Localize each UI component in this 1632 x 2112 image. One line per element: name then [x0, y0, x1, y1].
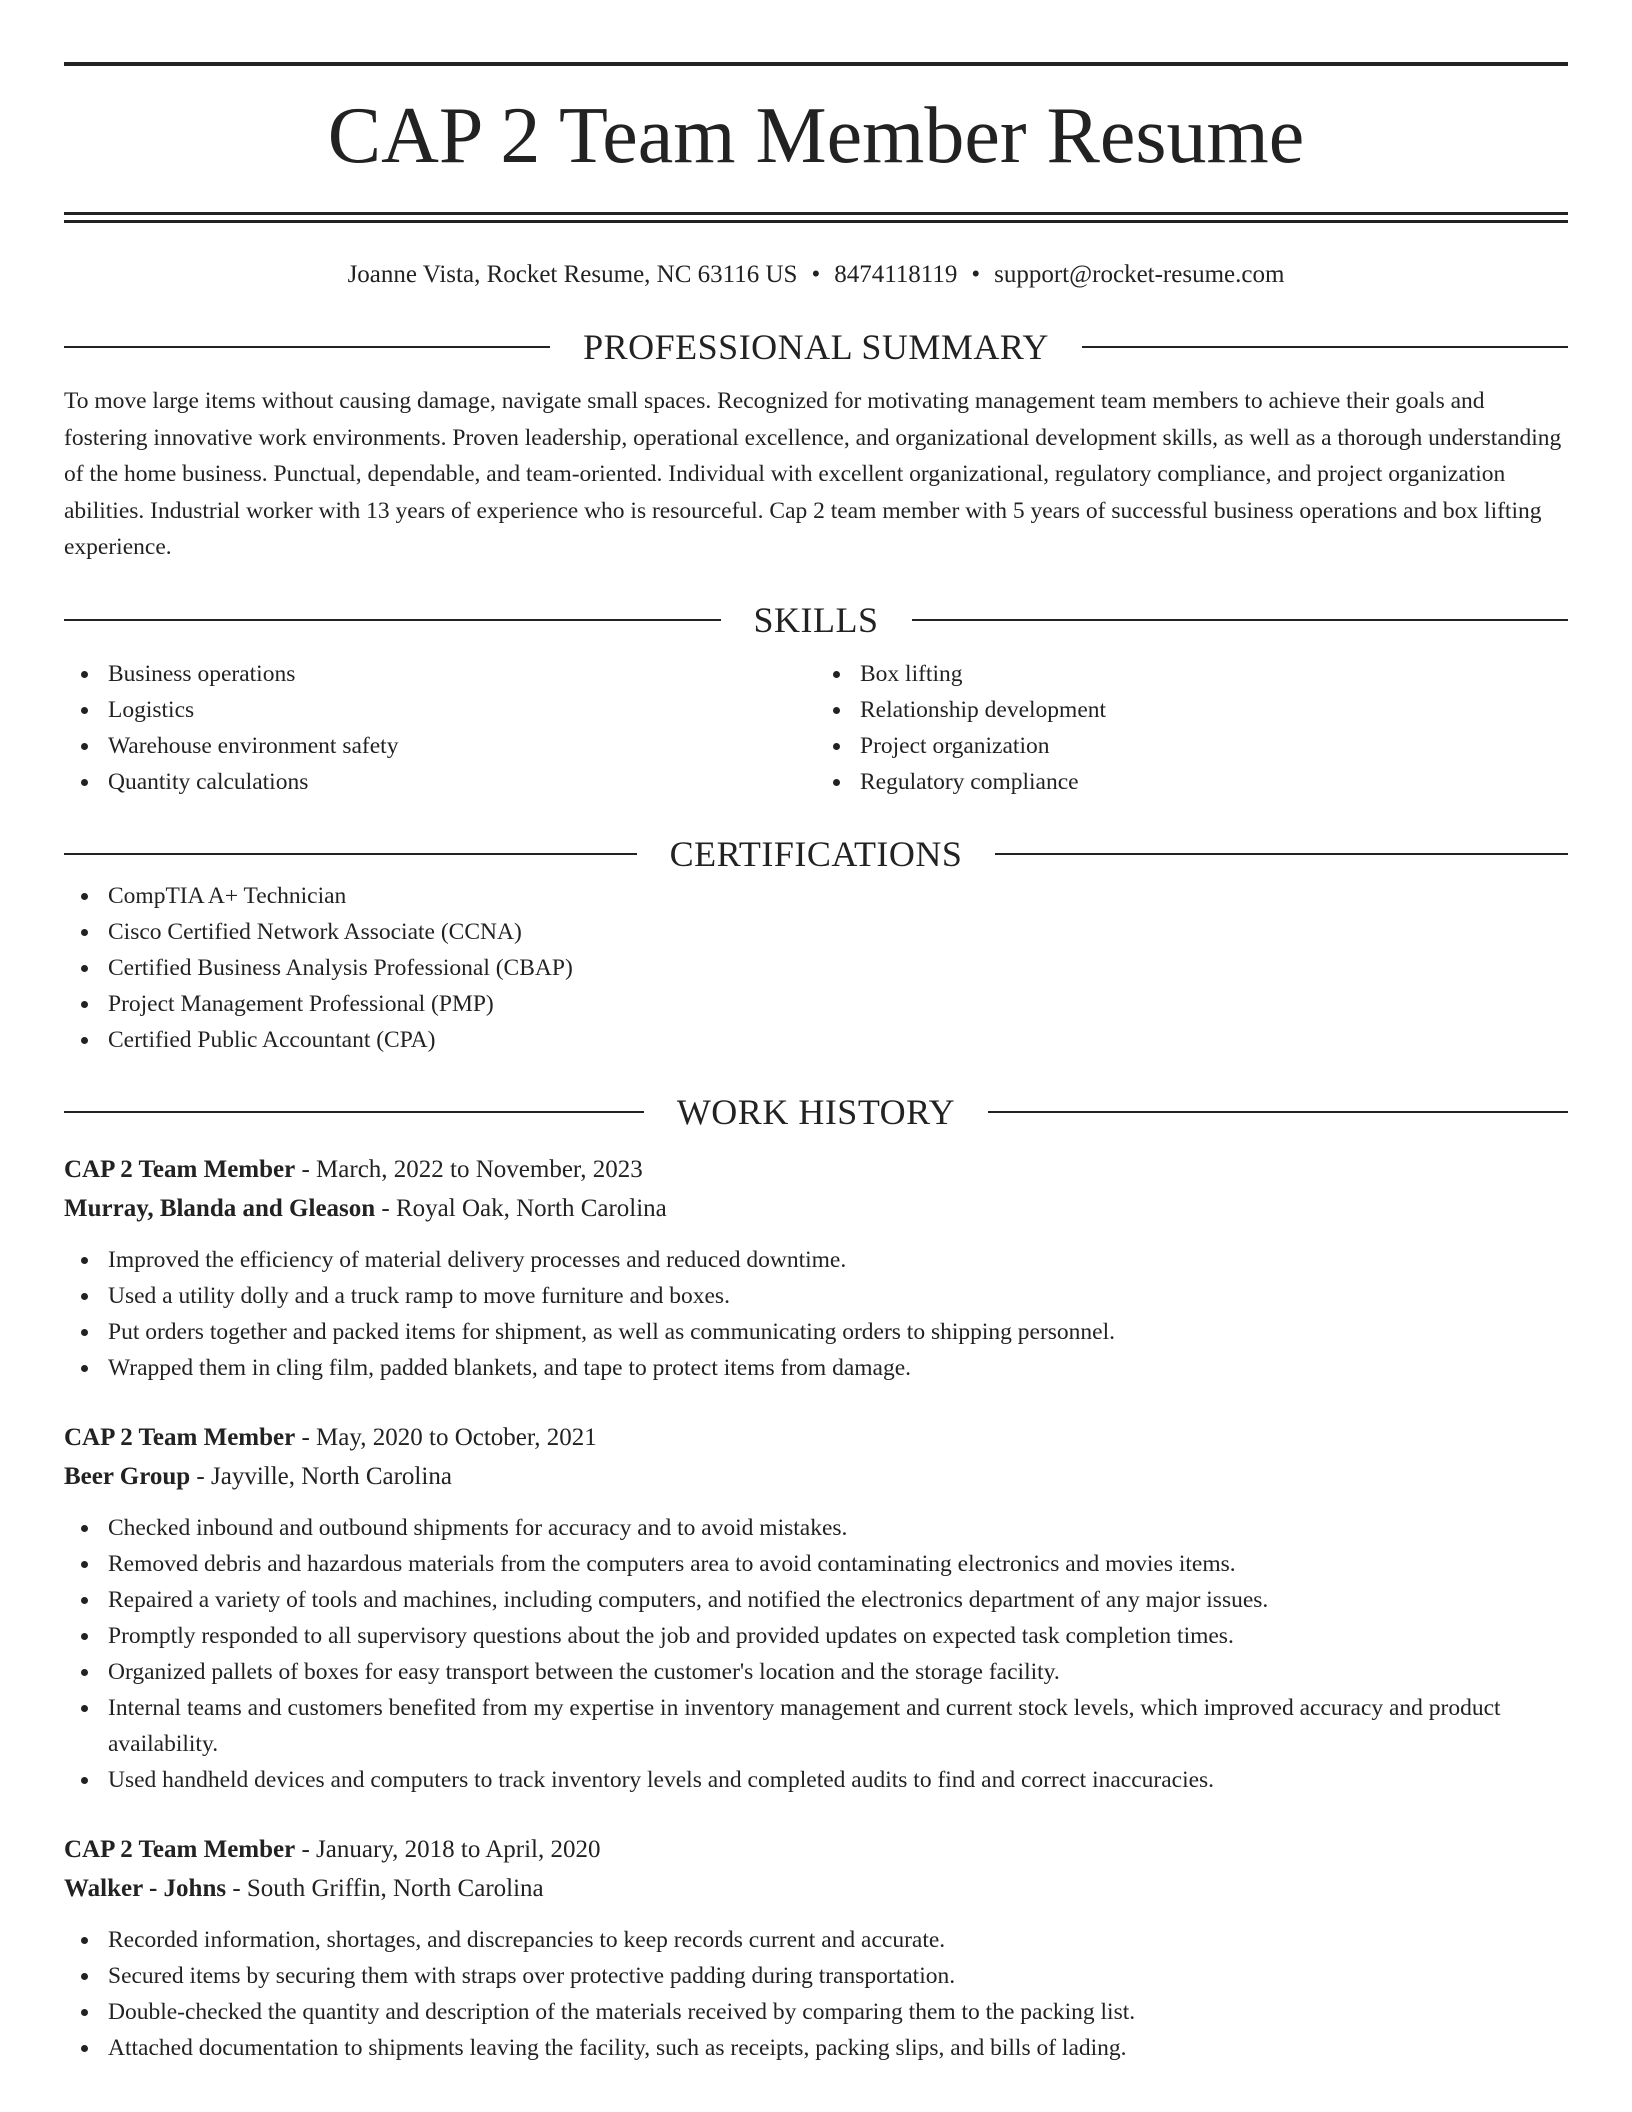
- job-company-line: [64, 1457, 1568, 1496]
- job-title-line: [64, 1830, 1568, 1869]
- certifications-heading-label: CERTIFICATIONS: [669, 833, 963, 874]
- contact-address: Joanne Vista, Rocket Resume, NC 63116 US: [347, 261, 798, 288]
- job-duty: Checked inbound and outbound shipments for accuracy and to avoid mistakes.: [64, 1510, 1568, 1546]
- job-duty: Internal teams and customers benefited from my expertise in inventory management and current stock levels, which improved accuracy and product availability.: [64, 1690, 1568, 1762]
- job-duty: Repaired a variety of tools and machines, including computers, and notified the electronics department of any major issues.: [64, 1582, 1568, 1618]
- job-location: - South Griffin, North Carolina: [226, 1874, 544, 1902]
- skills-list: [64, 656, 1568, 800]
- resume-title: CAP 2 Team Member Resume: [327, 92, 1305, 180]
- title-double-rule: [64, 212, 1568, 223]
- heading-rule-left: [64, 1111, 644, 1113]
- heading-rule-left: [64, 853, 637, 855]
- certification-item: Certified Business Analysis Professional (CBAP): [64, 950, 1568, 986]
- skill-item: Project organization: [816, 728, 1568, 764]
- heading-rule-right: [988, 1111, 1568, 1113]
- contact-separator: •: [811, 261, 821, 288]
- job-title: CAP 2 Team Member: [64, 1835, 296, 1863]
- job-company: Beer Group: [64, 1462, 191, 1490]
- heading-rule-left: [64, 346, 550, 348]
- contact-line: [64, 257, 1568, 293]
- job-title-line: [64, 1150, 1568, 1189]
- job-dates: - March, 2022 to November, 2023: [295, 1155, 643, 1183]
- skill-item: Warehouse environment safety: [64, 728, 816, 764]
- heading-rule-right: [1082, 346, 1568, 348]
- job-duty: Put orders together and packed items for shipment, as well as communicating orders to shipping personnel.: [64, 1314, 1568, 1350]
- job-duties-list: [64, 1510, 1568, 1798]
- job-duty: Improved the efficiency of material delivery processes and reduced downtime.: [64, 1242, 1568, 1278]
- job-duty: Used handheld devices and computers to track inventory levels and completed audits to find and correct inaccuracies.: [64, 1762, 1568, 1798]
- job-duty: Attached documentation to shipments leaving the facility, such as receipts, packing slips, and bills of lading.: [64, 2030, 1568, 2066]
- job-duty: Double-checked the quantity and description of the materials received by comparing them to the packing list.: [64, 1994, 1568, 2030]
- skill-item: Business operations: [64, 656, 816, 692]
- contact-phone: 8474118119: [834, 261, 958, 288]
- skill-item: Logistics: [64, 692, 816, 728]
- top-rule: [64, 62, 1568, 66]
- job-duties-list: [64, 1242, 1568, 1386]
- skills-column-right: [816, 656, 1568, 800]
- heading-rule-right: [912, 619, 1569, 621]
- job-location: - Royal Oak, North Carolina: [375, 1194, 667, 1222]
- skill-item: Box lifting: [816, 656, 1568, 692]
- summary-heading: [64, 323, 1568, 371]
- job-duties-list: [64, 1922, 1568, 2066]
- job-dates: - January, 2018 to April, 2020: [295, 1835, 601, 1863]
- summary-heading-label: PROFESSIONAL SUMMARY: [583, 327, 1049, 367]
- certification-item: Certified Public Accountant (CPA): [64, 1022, 1568, 1058]
- job-company-line: [64, 1189, 1568, 1228]
- work-history-heading-label: WORK HISTORY: [676, 1091, 956, 1132]
- job-title-line: [64, 1418, 1568, 1457]
- job-duty: Removed debris and hazardous materials from the computers area to avoid contaminating electronics and movies items.: [64, 1546, 1568, 1582]
- job-duty: Secured items by securing them with straps over protective padding during transportation.: [64, 1958, 1568, 1994]
- job-title: CAP 2 Team Member: [64, 1155, 296, 1183]
- work-history-heading: [64, 1088, 1568, 1136]
- heading-rule-right: [995, 853, 1568, 855]
- skill-item: Quantity calculations: [64, 764, 816, 800]
- job-duty: Wrapped them in cling film, padded blankets, and tape to protect items from damage.: [64, 1350, 1568, 1386]
- skills-column-left: [64, 656, 816, 800]
- job-duty: Used a utility dolly and a truck ramp to move furniture and boxes.: [64, 1278, 1568, 1314]
- skill-item: Regulatory compliance: [816, 764, 1568, 800]
- heading-rule-left: [64, 619, 721, 621]
- job-company: Murray, Blanda and Gleason: [64, 1194, 376, 1222]
- certification-item: Cisco Certified Network Associate (CCNA): [64, 914, 1568, 950]
- job-entry: [64, 1150, 1568, 1386]
- job-entry: [64, 1830, 1568, 2066]
- job-duty: Promptly responded to all supervisory questions about the job and provided updates on expected task completion times.: [64, 1618, 1568, 1654]
- certification-item: Project Management Professional (PMP): [64, 986, 1568, 1022]
- job-dates: - May, 2020 to October, 2021: [295, 1423, 597, 1451]
- skills-heading: [64, 596, 1568, 644]
- summary-text: To move large items without causing damage, navigate small spaces. Recognized for motivating management team members to achieve their goals and fostering innovative work environments. Proven leadership, operational excellence, and organizational development skills, as well as a thorough understanding of the home business. Punctual, dependable, and team-oriented. Individual with excellent organizational, regulatory compliance, and project organization abilities. Industrial worker with 13 years of experience who is resourceful. Cap 2 team member with 5 years of successful business operations and box lifting experience.: [64, 388, 1562, 560]
- certifications-list: [64, 878, 1568, 1058]
- job-duty: Organized pallets of boxes for easy transport between the customer's location and the storage facility.: [64, 1654, 1568, 1690]
- certification-item: CompTIA A+ Technician: [64, 878, 1568, 914]
- contact-separator: •: [971, 261, 981, 288]
- job-duty: Recorded information, shortages, and discrepancies to keep records current and accurate.: [64, 1922, 1568, 1958]
- job-company: Walker - Johns: [64, 1874, 227, 1902]
- certifications-heading: [64, 830, 1568, 878]
- job-title: CAP 2 Team Member: [64, 1423, 296, 1451]
- skill-item: Relationship development: [816, 692, 1568, 728]
- skills-heading-label: SKILLS: [753, 599, 879, 640]
- job-company-line: [64, 1869, 1568, 1908]
- job-entry: [64, 1418, 1568, 1798]
- contact-email[interactable]: support@rocket-resume.com: [994, 261, 1285, 288]
- job-location: - Jayville, North Carolina: [190, 1462, 452, 1490]
